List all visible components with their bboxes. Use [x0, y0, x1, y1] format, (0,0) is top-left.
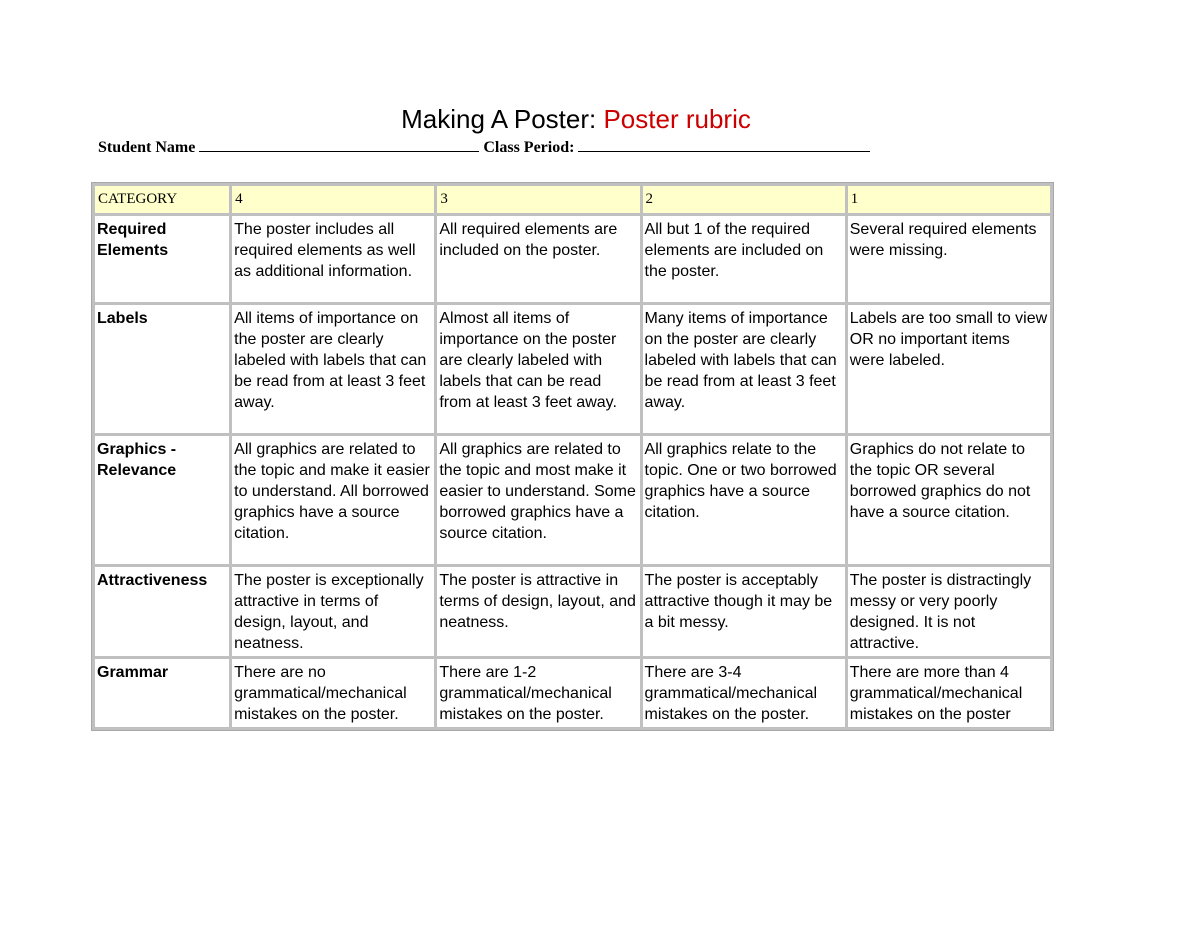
rubric-row	[95, 216, 1050, 302]
row-category: Grammar	[95, 659, 229, 727]
header-category: CATEGORY	[95, 186, 229, 213]
page-title	[0, 104, 1152, 135]
student-name-blank	[199, 137, 479, 152]
row-cell: There are 3-4 grammatical/mechanical mistakes on the poster.	[643, 659, 845, 727]
row-cell: All graphics relate to the topic. One or two borrowed graphics have a source citation.	[643, 436, 845, 564]
header-score-3: 3	[437, 186, 639, 213]
row-cell: Labels are too small to view OR no important items were labeled.	[848, 305, 1050, 433]
row-cell: All graphics are related to the topic and most make it easier to understand. Some borrowed graphics have a source citation.	[437, 436, 639, 564]
rubric-table	[91, 182, 1054, 731]
rubric-header-row	[95, 186, 1050, 213]
row-category: Graphics - Relevance	[95, 436, 229, 564]
row-cell: All graphics are related to the topic and make it easier to understand. All borrowed graphics have a source citation.	[232, 436, 434, 564]
row-cell: Graphics do not relate to the topic OR several borrowed graphics do not have a source citation.	[848, 436, 1050, 564]
row-cell: All but 1 of the required elements are included on the poster.	[643, 216, 845, 302]
class-period-blank	[578, 137, 870, 152]
row-category: Required Elements	[95, 216, 229, 302]
row-cell: Almost all items of importance on the poster are clearly labeled with labels that can be read from at least 3 feet away.	[437, 305, 639, 433]
row-cell: Several required elements were missing.	[848, 216, 1050, 302]
class-period-label: Class Period:	[483, 139, 575, 156]
header-score-4: 4	[232, 186, 434, 213]
row-cell: There are more than 4 grammatical/mechanical mistakes on the poster	[848, 659, 1050, 727]
row-cell: The poster is attractive in terms of design, layout, and neatness.	[437, 567, 639, 656]
row-cell: The poster is exceptionally attractive in terms of design, layout, and neatness.	[232, 567, 434, 656]
row-cell: The poster includes all required elements as well as additional information.	[232, 216, 434, 302]
row-cell: There are 1-2 grammatical/mechanical mistakes on the poster.	[437, 659, 639, 727]
row-cell: The poster is distractingly messy or very poorly designed. It is not attractive.	[848, 567, 1050, 656]
row-cell: Many items of importance on the poster are clearly labeled with labels that can be read from at least 3 feet away.	[643, 305, 845, 433]
rubric-row	[95, 659, 1050, 727]
rubric-row	[95, 305, 1050, 433]
header-score-1: 1	[848, 186, 1050, 213]
student-info-line	[98, 137, 870, 157]
header-score-2: 2	[643, 186, 845, 213]
student-name-label: Student Name	[98, 139, 196, 156]
row-cell: There are no grammatical/mechanical mistakes on the poster.	[232, 659, 434, 727]
rubric-row	[95, 436, 1050, 564]
rubric-row	[95, 567, 1050, 656]
title-accent: Poster rubric	[603, 104, 751, 134]
row-category: Labels	[95, 305, 229, 433]
row-cell: The poster is acceptably attractive though it may be a bit messy.	[643, 567, 845, 656]
row-category: Attractiveness	[95, 567, 229, 656]
row-cell: All items of importance on the poster are clearly labeled with labels that can be read from at least 3 feet away.	[232, 305, 434, 433]
title-main: Making A Poster:	[401, 104, 604, 134]
row-cell: All required elements are included on the poster.	[437, 216, 639, 302]
